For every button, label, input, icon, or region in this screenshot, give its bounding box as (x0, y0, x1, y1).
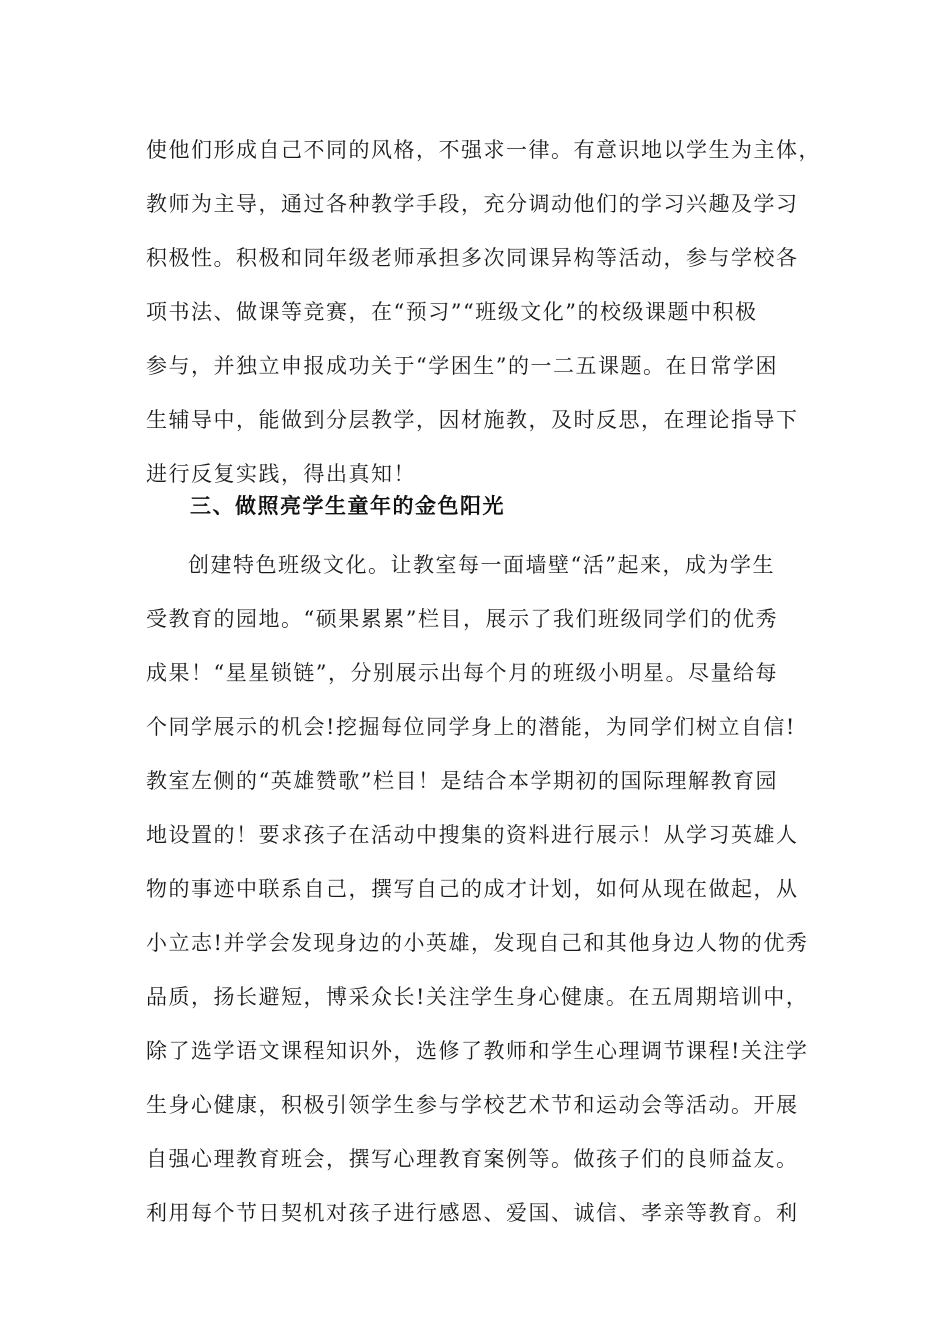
paragraph-1 (146, 123, 821, 501)
paragraph-line: 项书法、做课等竞赛，在“预习”“班级文化”的校级课题中积极 (146, 300, 758, 324)
paragraph-line: 使他们形成自己不同的风格，不强求一律。有意识地以学生为主体， (146, 138, 821, 162)
paragraph-line: 利用每个节日契机对孩子进行感恩、爱国、诚信、孝亲等教育。利 (146, 1201, 799, 1225)
paragraph-line: 教室左侧的“英雄赞歌”栏目！是结合本学期初的国际理解教育园 (146, 769, 778, 793)
paragraph-line: 进行反复实践，得出真知！ (146, 462, 416, 486)
paragraph-line: 生辅导中，能做到分层教学，因材施教，及时反思，在理论指导下 (146, 408, 799, 432)
paragraph-line: 受教育的园地。“硕果累累”栏目，展示了我们班级同学们的优秀 (146, 607, 778, 631)
paragraph-2 (146, 538, 809, 1240)
paragraph-line: 成果！“星星锁链”，分别展示出每个月的班级小明星。尽量给每 (146, 661, 778, 685)
paragraph-line: 积极性。积极和同年级老师承担多次同课异构等活动，参与学校各 (146, 246, 799, 270)
paragraph-line: 除了选学语文课程知识外，选修了教师和学生心理调节课程!关注学 (146, 1039, 809, 1063)
paragraph-line: 品质，扬长避短，博采众长!关注学生身心健康。在五周期培训中， (146, 985, 809, 1009)
paragraph-line: 个同学展示的机会!挖掘每位同学身上的潜能，为同学们树立自信! (146, 715, 796, 739)
paragraph-line: 小立志!并学会发现身边的小英雄，发现自己和其他身边人物的优秀 (146, 931, 809, 955)
paragraph-line: 创建特色班级文化。让教室每一面墙壁“活”起来，成为学生 (188, 553, 775, 577)
paragraph-line: 参与，并独立申报成功关于“学困生”的一二五课题。在日常学困 (146, 354, 778, 378)
paragraph-line: 地设置的！要求孩子在活动中搜集的资料进行展示！从学习英雄人 (146, 823, 799, 847)
section-heading: 三、做照亮学生童年的金色阳光 (190, 494, 505, 518)
paragraph-line: 自强心理教育班会，撰写心理教育案例等。做孩子们的良师益友。 (146, 1147, 799, 1171)
paragraph-line: 生身心健康，积极引领学生参与学校艺术节和运动会等活动。开展 (146, 1093, 799, 1117)
paragraph-line: 教师为主导，通过各种教学手段，充分调动他们的学习兴趣及学习 (146, 192, 799, 216)
paragraph-line: 物的事迹中联系自己，撰写自己的成才计划，如何从现在做起，从 (146, 877, 799, 901)
